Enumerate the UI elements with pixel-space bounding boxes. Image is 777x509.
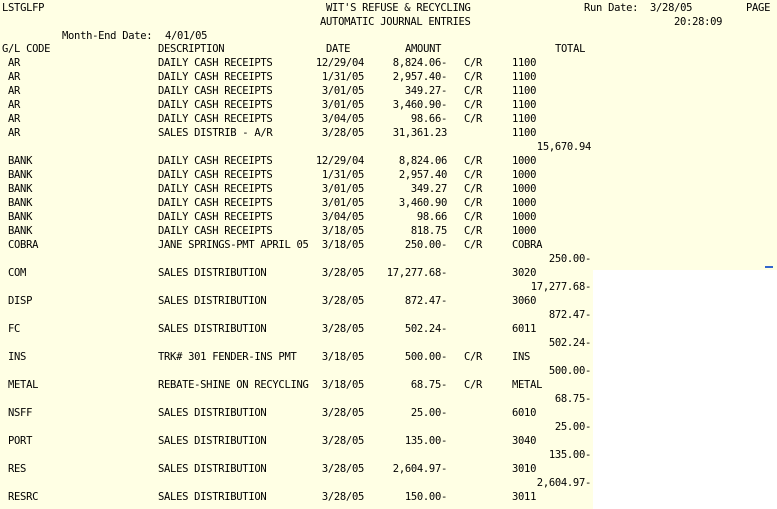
date-cell: 3/18/05 xyxy=(321,239,364,251)
account-ref-cell: 1100 xyxy=(512,127,537,139)
date-cell: 12/29/04 xyxy=(315,155,364,167)
account-ref-cell: 3060 xyxy=(512,295,537,307)
amount-cell: 68.75- xyxy=(410,379,447,391)
date-cell: 3/18/05 xyxy=(321,351,364,363)
gl-code-cell: AR xyxy=(8,113,21,125)
entry-type-cell: C/R xyxy=(464,183,483,195)
gl-code-cell: BANK xyxy=(8,197,33,209)
account-ref-cell: 1000 xyxy=(512,211,537,223)
date-cell: 3/28/05 xyxy=(321,407,364,419)
account-ref-cell: 3020 xyxy=(512,267,537,279)
col-total: TOTAL xyxy=(555,43,586,55)
account-ref-cell: 1000 xyxy=(512,155,537,167)
date-cell: 3/18/05 xyxy=(321,379,364,391)
entry-type-cell: C/R xyxy=(464,169,483,181)
gl-code-cell: BANK xyxy=(8,155,33,167)
date-cell: 3/28/05 xyxy=(321,127,364,139)
entry-type-cell: C/R xyxy=(464,85,483,97)
description-cell: JANE SPRINGS-PMT APRIL 05 xyxy=(158,239,309,251)
entry-type-cell: C/R xyxy=(464,113,483,125)
date-cell: 3/28/05 xyxy=(321,435,364,447)
amount-cell: 349.27 xyxy=(410,183,447,195)
amount-cell: 2,957.40 xyxy=(398,169,447,181)
gl-code-cell: BANK xyxy=(8,225,33,237)
gl-code-cell: RESRC xyxy=(8,491,39,503)
gl-code-cell: COBRA xyxy=(8,239,39,251)
program-id: LSTGLFP xyxy=(2,2,45,14)
amount-cell: 17,277.68- xyxy=(386,267,447,279)
run-date: 3/28/05 xyxy=(650,2,693,14)
col-description: DESCRIPTION xyxy=(158,43,225,55)
description-cell: DAILY CASH RECEIPTS xyxy=(158,85,273,97)
description-cell: SALES DISTRIBUTION xyxy=(158,323,267,335)
description-cell: DAILY CASH RECEIPTS xyxy=(158,183,273,195)
description-cell: DAILY CASH RECEIPTS xyxy=(158,57,273,69)
account-ref-cell: 1100 xyxy=(512,113,537,125)
description-cell: REBATE-SHINE ON RECYCLING xyxy=(158,379,309,391)
entry-type-cell: C/R xyxy=(464,155,483,167)
entry-type-cell: C/R xyxy=(464,71,483,83)
description-cell: SALES DISTRIBUTION xyxy=(158,491,267,503)
description-cell: DAILY CASH RECEIPTS xyxy=(158,71,273,83)
date-cell: 3/28/05 xyxy=(321,295,364,307)
account-total: 502.24- xyxy=(548,337,591,349)
entry-type-cell: C/R xyxy=(464,57,483,69)
col-amount: AMOUNT xyxy=(405,43,442,55)
account-ref-cell: 1100 xyxy=(512,71,537,83)
amount-cell: 98.66 xyxy=(416,211,447,223)
amount-cell: 818.75 xyxy=(410,225,447,237)
account-total: 250.00- xyxy=(548,253,591,265)
date-cell: 3/01/05 xyxy=(321,85,364,97)
date-cell: 3/04/05 xyxy=(321,211,364,223)
account-ref-cell: METAL xyxy=(512,379,543,391)
gl-code-cell: AR xyxy=(8,99,21,111)
gl-code-cell: AR xyxy=(8,127,21,139)
description-cell: DAILY CASH RECEIPTS xyxy=(158,155,273,167)
account-ref-cell: 6010 xyxy=(512,407,537,419)
account-ref-cell: 1100 xyxy=(512,57,537,69)
description-cell: SALES DISTRIB - A/R xyxy=(158,127,273,139)
entry-type-cell: C/R xyxy=(464,211,483,223)
account-total: 15,670.94 xyxy=(536,141,591,153)
entry-type-cell: C/R xyxy=(464,225,483,237)
scroll-marker xyxy=(765,266,773,268)
account-ref-cell: 1000 xyxy=(512,197,537,209)
date-cell: 3/28/05 xyxy=(321,323,364,335)
gl-code-cell: NSFF xyxy=(8,407,33,419)
date-cell: 3/18/05 xyxy=(321,225,364,237)
amount-cell: 150.00- xyxy=(404,491,447,503)
account-ref-cell: 1000 xyxy=(512,183,537,195)
account-total: 17,277.68- xyxy=(530,281,591,293)
date-cell: 3/01/05 xyxy=(321,99,364,111)
account-total: 2,604.97- xyxy=(536,477,591,489)
account-total: 135.00- xyxy=(548,449,591,461)
account-ref-cell: 6011 xyxy=(512,323,537,335)
date-cell: 3/28/05 xyxy=(321,463,364,475)
date-cell: 3/28/05 xyxy=(321,267,364,279)
amount-cell: 3,460.90 xyxy=(398,197,447,209)
gl-code-cell: BANK xyxy=(8,183,33,195)
gl-code-cell: PORT xyxy=(8,435,33,447)
amount-cell: 135.00- xyxy=(404,435,447,447)
amount-cell: 500.00- xyxy=(404,351,447,363)
date-cell: 3/01/05 xyxy=(321,197,364,209)
month-end-label: Month-End Date: xyxy=(62,30,153,42)
account-total: 68.75- xyxy=(554,393,591,405)
date-cell: 1/31/05 xyxy=(321,71,364,83)
amount-cell: 349.27- xyxy=(404,85,447,97)
description-cell: SALES DISTRIBUTION xyxy=(158,435,267,447)
description-cell: SALES DISTRIBUTION xyxy=(158,267,267,279)
description-cell: SALES DISTRIBUTION xyxy=(158,295,267,307)
entry-type-cell: C/R xyxy=(464,99,483,111)
date-cell: 3/01/05 xyxy=(321,183,364,195)
account-ref-cell: 1000 xyxy=(512,169,537,181)
gl-code-cell: BANK xyxy=(8,169,33,181)
account-ref-cell: COBRA xyxy=(512,239,543,251)
entry-type-cell: C/R xyxy=(464,197,483,209)
description-cell: SALES DISTRIBUTION xyxy=(158,407,267,419)
amount-cell: 31,361.23 xyxy=(392,127,447,139)
description-cell: SALES DISTRIBUTION xyxy=(158,463,267,475)
account-ref-cell: 1000 xyxy=(512,225,537,237)
gl-code-cell: FC xyxy=(8,323,21,335)
description-cell: DAILY CASH RECEIPTS xyxy=(158,113,273,125)
account-total: 500.00- xyxy=(548,365,591,377)
company-name: WIT'S REFUSE & RECYCLING xyxy=(326,2,471,14)
account-ref-cell: INS xyxy=(512,351,531,363)
col-date: DATE xyxy=(326,43,351,55)
entry-type-cell: C/R xyxy=(464,379,483,391)
gl-code-cell: INS xyxy=(8,351,27,363)
description-cell: DAILY CASH RECEIPTS xyxy=(158,225,273,237)
amount-cell: 872.47- xyxy=(404,295,447,307)
gl-code-cell: METAL xyxy=(8,379,39,391)
date-cell: 3/28/05 xyxy=(321,491,364,503)
gl-code-cell: DISP xyxy=(8,295,33,307)
amount-cell: 2,604.97- xyxy=(392,463,447,475)
amount-cell: 250.00- xyxy=(404,239,447,251)
gl-code-cell: AR xyxy=(8,71,21,83)
account-total: 25.00- xyxy=(554,421,591,433)
account-ref-cell: 1100 xyxy=(512,85,537,97)
amount-cell: 8,824.06 xyxy=(398,155,447,167)
description-cell: DAILY CASH RECEIPTS xyxy=(158,211,273,223)
entry-type-cell: C/R xyxy=(464,351,483,363)
gl-code-cell: AR xyxy=(8,57,21,69)
page-label: PAGE xyxy=(746,2,771,14)
account-ref-cell: 1100 xyxy=(512,99,537,111)
run-date-label: Run Date: xyxy=(584,2,639,14)
account-ref-cell: 3040 xyxy=(512,435,537,447)
month-end-date: 4/01/05 xyxy=(165,30,208,42)
description-cell: DAILY CASH RECEIPTS xyxy=(158,169,273,181)
amount-cell: 502.24- xyxy=(404,323,447,335)
account-ref-cell: 3011 xyxy=(512,491,537,503)
description-cell: TRK# 301 FENDER-INS PMT xyxy=(158,351,297,363)
date-cell: 3/04/05 xyxy=(321,113,364,125)
gl-code-cell: BANK xyxy=(8,211,33,223)
run-time: 20:28:09 xyxy=(674,16,723,28)
amount-cell: 98.66- xyxy=(410,113,447,125)
amount-cell: 2,957.40- xyxy=(392,71,447,83)
account-total: 872.47- xyxy=(548,309,591,321)
gl-code-cell: RES xyxy=(8,463,27,475)
gl-code-cell: COM xyxy=(8,267,27,279)
gl-code-cell: AR xyxy=(8,85,21,97)
account-ref-cell: 3010 xyxy=(512,463,537,475)
description-cell: DAILY CASH RECEIPTS xyxy=(158,197,273,209)
amount-cell: 25.00- xyxy=(410,407,447,419)
amount-cell: 8,824.06- xyxy=(392,57,447,69)
col-gl-code: G/L CODE xyxy=(2,43,51,55)
date-cell: 1/31/05 xyxy=(321,169,364,181)
date-cell: 12/29/04 xyxy=(315,57,364,69)
amount-cell: 3,460.90- xyxy=(392,99,447,111)
description-cell: DAILY CASH RECEIPTS xyxy=(158,99,273,111)
report-title: AUTOMATIC JOURNAL ENTRIES xyxy=(320,16,471,28)
entry-type-cell: C/R xyxy=(464,239,483,251)
